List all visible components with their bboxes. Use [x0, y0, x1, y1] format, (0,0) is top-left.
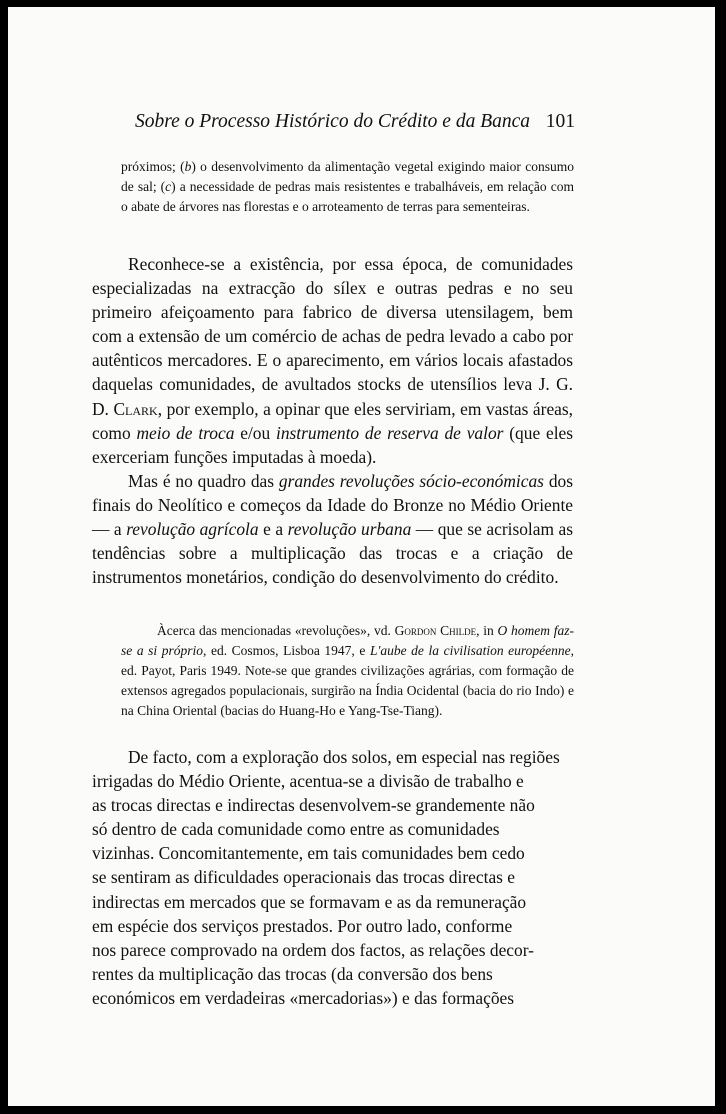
paragraph-text: Reconhece-se a existência, por essa época, de comunidades especializadas na extracção do sílex e outras pedras e no seu primeiro afeiçoamento para fabrico de diversa utensilagem, bem com a extensão de um comércio de achas de pedra levado a cabo por autênticos mercadores. E o aparecimento, em vários locais afastados daquelas comunidades, de avultados stocks de utensílios leva J. G. D.: [92, 254, 573, 419]
paragraph-revolutions: [92, 469, 573, 589]
author-name: Clark: [113, 398, 158, 419]
note-text: , ed. Payot, Paris 1949. Note-se que grandes civilizações agrárias, com formação de extensos agregados populacionais, surgirão na Índia Ocidental (bacia do rio Indo) e na China Oriental (bacias do Huang-Ho e Yang-Tse-Tiang).: [121, 643, 574, 718]
author-name: Gordon Childe: [394, 623, 477, 638]
emphasis-term: meio de troca: [136, 422, 235, 443]
list-marker-b: b: [184, 159, 192, 174]
paragraph-line: vizinhas. Concomitantemente, em tais comunidades bem cedo: [92, 843, 525, 864]
paragraph-exploration: [92, 745, 573, 1010]
continued-footnote: [121, 157, 574, 217]
paragraph-text: Mas é no quadro das: [128, 471, 279, 491]
paragraph-line: em espécie dos serviços prestados. Por outro lado, conforme: [92, 915, 513, 936]
paragraph-stone-trade: [92, 252, 573, 469]
paragraph-line: económicos em verdadeiras «mercadorias») e das formações: [92, 987, 515, 1008]
paragraph-text: — que se acrisolam as tendências sobre a multiplicação das trocas e a criação de instrumentos monetários, condição do desenvolvimento do crédito.: [92, 519, 574, 588]
running-header: [135, 107, 575, 137]
emphasis-term: grandes revoluções sócio-económicas: [278, 471, 544, 491]
note-text-part: ) a necessidade de pedras mais resistentes e trabalháveis, em relação com o abate de árvores nas florestas e o arroteamento de terras para sementeiras.: [121, 179, 574, 214]
paragraph-line: De facto, com a exploração dos solos, em especial nas regiões: [128, 747, 560, 767]
paragraph-text: , por exemplo, a opinar que eles serviriam, em vastas áreas, como: [92, 398, 573, 443]
paragraph-line: rentes da multiplicação das trocas (da conversão dos bens: [92, 963, 493, 984]
note-text-part: ) o desenvolvimento da alimentação vegetal exigindo maior consumo de sal; (: [121, 159, 574, 194]
emphasis-term: revolução agrícola: [126, 519, 259, 540]
paragraph-text: dos finais do Neolítico e começos da Idade do Bronze no Médio Oriente — a: [92, 471, 573, 540]
emphasis-term: revolução urbana: [287, 519, 412, 540]
note-text-part: próximos; (: [121, 159, 185, 174]
list-marker-c: c: [165, 179, 172, 194]
paragraph-line: se sentiram as dificuldades operacionais das trocas directas e: [92, 867, 516, 888]
book-page: [8, 7, 715, 1106]
paragraph-line: irrigadas do Médio Oriente, acentua-se a divisão de trabalho e: [92, 771, 524, 792]
paragraph-text: (que eles exerceriam funções imputadas à moeda).: [92, 422, 574, 467]
reference-note: [121, 621, 574, 721]
paragraph-line: indirectas em mercados que se formavam e as da remuneração: [92, 891, 527, 912]
emphasis-term: instrumento de reserva de valor: [276, 422, 504, 443]
book-title: L'aube de la civilisation européenne: [369, 643, 571, 658]
running-title: Sobre o Processo Histórico do Crédito e da Banca: [135, 111, 531, 132]
paragraph-line: as trocas directas e indirectas desenvolvem-se grandemente não: [92, 795, 535, 816]
paragraph-text: e a: [258, 519, 288, 540]
book-title: O homem faz-se a si próprio: [121, 623, 574, 658]
page-number: 101: [545, 111, 575, 132]
note-text: , in: [476, 623, 498, 638]
paragraph-line: nos parece comprovado na ordem dos factos, as relações decor-: [92, 939, 534, 960]
paragraph-line: só dentro de cada comunidade como entre as comunidades: [92, 819, 500, 840]
paragraph-text: e/ou: [234, 422, 276, 443]
note-text: , ed. Cosmos, Lisboa 1947, e: [203, 643, 370, 658]
note-text: Àcerca das mencionadas «revoluções», vd.: [157, 623, 395, 638]
